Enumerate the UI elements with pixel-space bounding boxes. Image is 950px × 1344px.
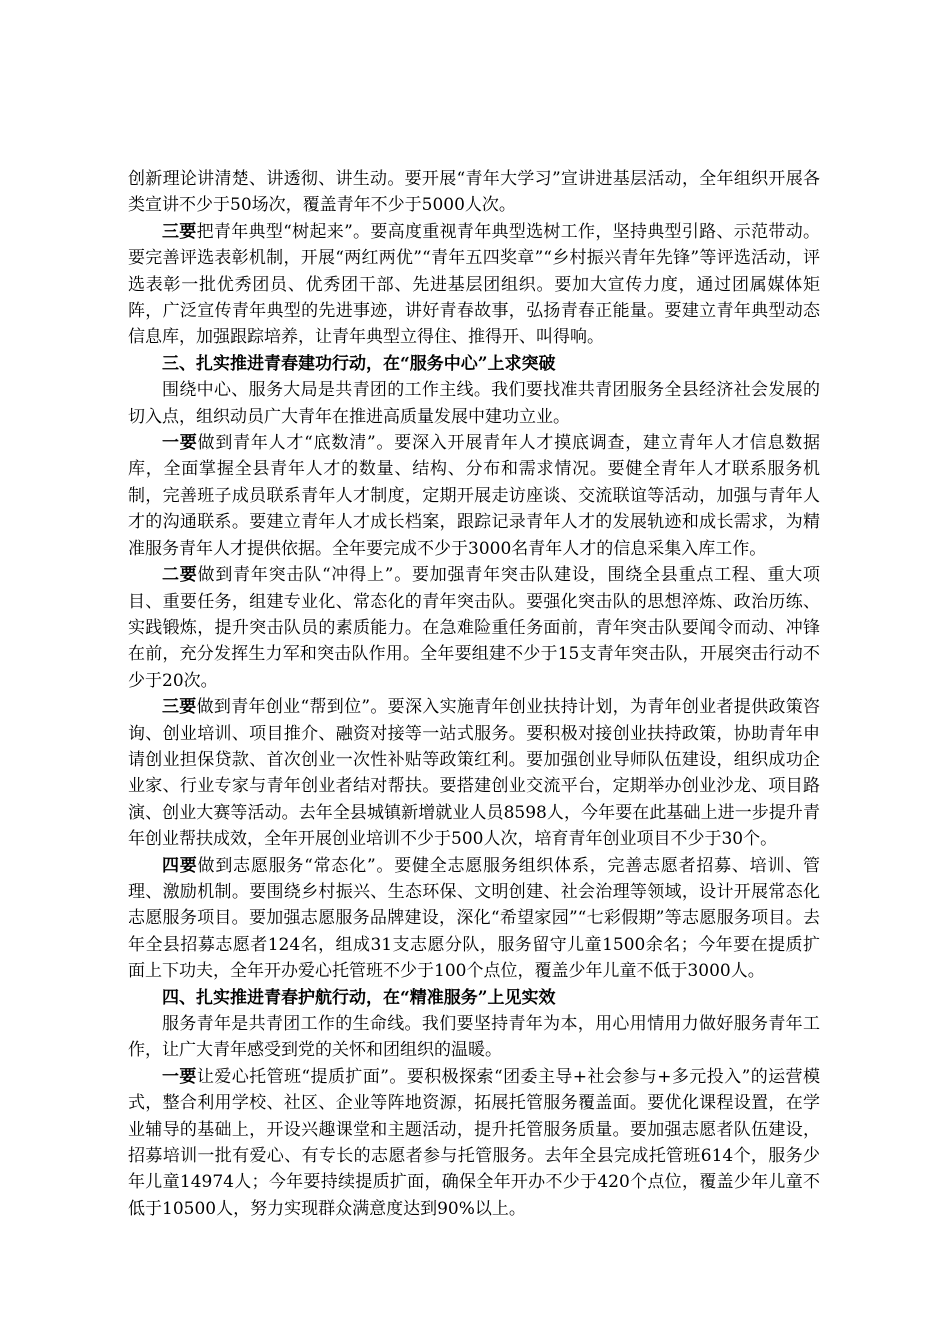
section-heading-4: [128, 985, 820, 1011]
paragraph-text: 把青年典型“树起来”。要高度重视青年典型选树工作，坚持典型引路、示范带动。要完善评选表彰机制，开展“两红两优”“青年五四奖章”“乡村振兴青年先锋”等评选活动，评选表彰一批优秀团员、优秀团干部、先进基层团组织。要加大宣传力度，通过团属媒体矩阵，广泛宣传青年典型的先进事迹，讲好青春故事，弘扬青春正能量。要建立青年典型动态信息库，加强跟踪培养，让青年典型立得住、推得开、叫得响。: [128, 221, 821, 348]
paragraph-lead: 一要: [162, 433, 198, 454]
paragraph-text: 服务青年是共青团工作的生命线。我们要坚持青年为本，用心用情用力做好服务青年工作，让广大青年感受到党的关怀和团组织的温暖。: [128, 1014, 820, 1061]
paragraph-section-3-intro: [128, 377, 820, 430]
paragraph-lead: 一要: [162, 1066, 197, 1087]
paragraph-theory-lecture: [128, 166, 820, 219]
section-heading-3: [128, 351, 820, 377]
heading-text: 三、扎实推进青春建功行动，在“服务中心”上求突破: [162, 353, 556, 374]
heading-text: 四、扎实推进青春护航行动，在“精准服务”上见实效: [162, 987, 556, 1008]
paragraph-entrepreneurship: [128, 694, 820, 852]
paragraph-text: 让爱心托管班“提质扩面”。要积极探索“团委主导+社会参与+多元投入”的运营模式，整合利用学校、社区、企业等阵地资源，拓展托管服务覆盖面。要优化课程设置，在学业辅导的基础上，开设兴趣课堂和主题活动，提升托管服务质量。要加强志愿者队伍建设，招募培训一批有爱心、有专长的志愿者参与托管服务。去年全县完成托管班614个，服务少年儿童14974人；今年要持续提质扩面，确保全年开办不少于420个点位，覆盖少年儿童不低于10500人，努力实现群众满意度达到90%以上。: [128, 1066, 820, 1219]
paragraph-text: 围绕中心、服务大局是共青团的工作主线。我们要找准共青团服务全县经济社会发展的切入点，组织动员广大青年在推进高质量发展中建功立业。: [128, 380, 820, 427]
paragraph-volunteer-service: [128, 853, 820, 985]
paragraph-lead: 四要: [162, 855, 198, 876]
paragraph-text: 做到志愿服务“常态化”。要健全志愿服务组织体系，完善志愿者招募、培训、管理、激励机制。要围绕乡村振兴、生态环保、文明创建、社会治理等领域，设计开展常态化志愿服务项目。要加强志愿服务品牌建设，深化“希望家园”“七彩假期”等志愿服务项目。去年全县招募志愿者124名，组成31支志愿分队，服务留守儿童1500余名；今年要在提质扩面上下功夫，全年开办爱心托管班不少于100个点位，覆盖少年儿童不低于3000人。: [128, 855, 820, 982]
paragraph-care-classes: [128, 1064, 820, 1222]
paragraph-text: 创新理论讲清楚、讲透彻、讲生动。要开展“青年大学习”宣讲进基层活动，全年组织开展各类宣讲不少于50场次，覆盖青年不少于5000人次。: [128, 169, 820, 216]
paragraph-lead: 二要: [162, 565, 198, 586]
paragraph-text: 做到青年突击队“冲得上”。要加强青年突击队建设，围绕全县重点工程、重大项目、重要任务，组建专业化、常态化的青年突击队。要强化突击队的思想淬炼、政治历练、实践锻炼，提升突击队员的素质能力。在急难险重任务面前，青年突击队要闻令而动、冲锋在前，充分发挥生力军和突击队作用。全年要组建不少于15支青年突击队，开展突击行动不少于20次。: [128, 565, 820, 691]
paragraph-youth-models: [128, 219, 820, 351]
paragraph-text: 做到青年人才“底数清”。要深入开展青年人才摸底调查，建立青年人才信息数据库，全面掌握全县青年人才的数量、结构、分布和需求情况。要健全青年人才联系服务机制，完善班子成员联系青年人才制度，定期开展走访座谈、交流联谊等活动，加强与青年人才的沟通联系。要建立青年人才成长档案，跟踪记录青年人才的发展轨迹和成长需求，为精准服务青年人才提供依据。全年要完成不少于3000名青年人才的信息采集入库工作。: [128, 433, 820, 559]
paragraph-section-4-intro: [128, 1011, 820, 1064]
paragraph-talent-count: [128, 430, 820, 562]
paragraph-lead: 三要: [162, 697, 197, 718]
document-body: [128, 166, 820, 1222]
paragraph-lead: 三要: [162, 221, 197, 242]
paragraph-text: 做到青年创业“帮到位”。要深入实施青年创业扶持计划，为青年创业者提供政策咨询、创业培训、项目推介、融资对接等一站式服务。要积极对接创业扶持政策，协助青年申请创业担保贷款、首次创业一次性补贴等政策红利。要加强创业导师队伍建设，组织成功企业家、行业专家与青年创业者结对帮扶。要搭建创业交流平台，定期举办创业沙龙、项目路演、创业大赛等活动。去年全县城镇新增就业人员8598人，今年要在此基础上进一步提升青年创业帮扶成效，全年开展创业培训不少于500人次，培育青年创业项目不少于30个。: [128, 697, 821, 850]
paragraph-shock-team: [128, 562, 820, 694]
